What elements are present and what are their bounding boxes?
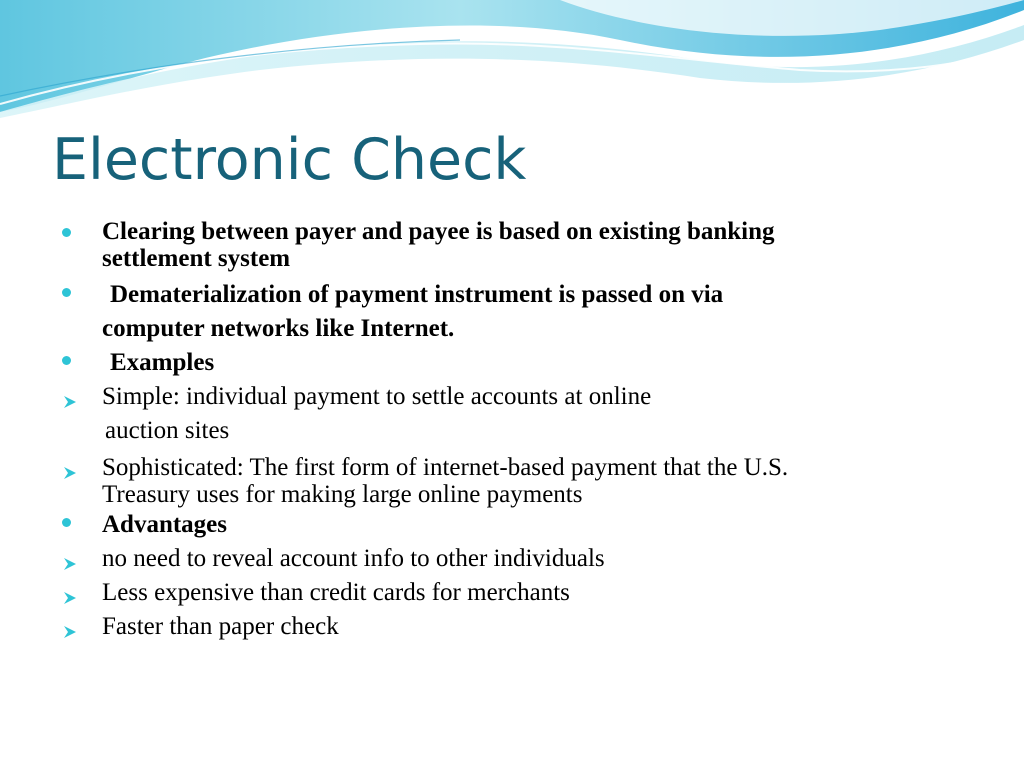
teal-dot-bullet-icon: [62, 288, 71, 297]
list-item-text: Advantages: [102, 511, 228, 538]
list-item: [58, 218, 958, 272]
list-item: [58, 346, 958, 380]
teal-arrow-bullet-icon: [62, 386, 78, 420]
list-item: [58, 576, 958, 610]
list-item: [58, 380, 958, 448]
bullet-list: [58, 218, 958, 644]
list-item: [58, 454, 958, 508]
list-item-text: Sophisticated: The first form of internet-based payment that the U.S.: [102, 454, 789, 481]
list-item-text: computer networks like Internet.: [102, 315, 455, 342]
list-item-text: Faster than paper check: [102, 613, 339, 640]
list-item: [58, 610, 958, 644]
list-item: [58, 278, 958, 346]
teal-arrow-bullet-icon: [62, 616, 78, 650]
list-item-text: Clearing between payer and payee is based on existing banking: [102, 218, 775, 245]
slide-title: Electronic Check: [52, 127, 527, 193]
teal-arrow-bullet-icon: [62, 460, 78, 487]
teal-dot-bullet-icon: [62, 356, 71, 365]
list-item-text: settlement system: [102, 245, 291, 272]
teal-dot-bullet-icon: [62, 518, 71, 527]
list-item-text: Less expensive than credit cards for merchants: [102, 579, 570, 606]
list-item-text: no need to reveal account info to other individuals: [102, 545, 605, 572]
list-item-text: Simple: individual payment to settle accounts at online: [102, 383, 652, 410]
list-item-text: Treasury uses for making large online payments: [102, 481, 583, 508]
list-item: [58, 542, 958, 576]
header-wave-decoration: [0, 0, 1024, 130]
teal-dot-bullet-icon: [62, 228, 71, 237]
list-item-text: Dematerialization of payment instrument is passed on via: [110, 281, 724, 308]
list-item-text: Examples: [110, 349, 215, 376]
list-item-text: auction sites: [105, 417, 230, 444]
list-item: [58, 508, 958, 542]
